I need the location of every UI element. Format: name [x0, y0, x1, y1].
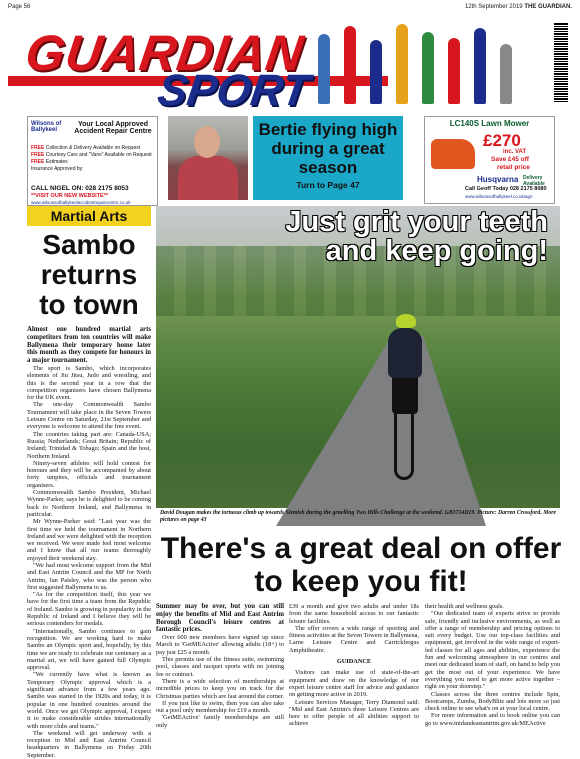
cyclist-photo: [156, 206, 560, 508]
promo-title: Bertie flying high during a great season: [258, 120, 398, 177]
advert-phone: Call Geoff Today 028 2175 8080: [465, 186, 547, 192]
masthead-subtitle: SPORT: [154, 66, 313, 115]
advert-website-link[interactable]: www.wilsonsofballykeel.co.uk/agri: [465, 194, 533, 199]
story-paragraph: The weekend will get underway with a reception in Mid and East Antrim Council headquarters in Ballymena on Friday 20th September.: [27, 729, 151, 759]
advert-website-banner: **VISIT OUR NEW WEBSITE**: [31, 193, 109, 199]
advert-vat: inc. VAT: [503, 149, 527, 155]
story-paragraph: "We currently have what is known as Temporary Olympic approval which is a significant advance from a few years ago. Sambo was started in the 1920s and today, it is popular in one hundred countries around the world. Once we get Olympic approval, I expect it to make considerable strides internationally with more clubs and teams.": [27, 671, 151, 730]
advert-delivery: Delivery Available: [523, 175, 545, 187]
masthead-title: GUARDIAN: [22, 25, 308, 81]
story-paragraph: The sport is Sambo, which incorporates elements of Jiu Jitsu, Judo and wrestling, and this is the second year in a row that the competition organisers have chosen Ballymena for the UK event.: [27, 364, 151, 402]
advert-headline: LC140S Lawn Mower: [449, 119, 530, 128]
story2-paragraph: £39 a month and give two adults and under 18s from the same household access to our fantastic leisure facilities.: [289, 603, 419, 625]
story-paragraph: Commonwealth Sambo President, Michael Wynne-Parker, says he is delighted to be coming back to Northern Ireland, and Ballymena in particular.: [27, 489, 151, 518]
promo-box[interactable]: [253, 116, 403, 200]
story2-paragraph: If you just like to swim, then you can also take out a pool only membership for £19 a month.: [156, 699, 284, 715]
story2-paragraph: There is a wide selection of memberships at incredible prices to keep you on track for the Christmas parties which are fast around the corner.: [156, 677, 284, 700]
advert-phone: CALL NIGEL ON: 028 2175 8053: [31, 185, 129, 192]
story-paragraph: The countries taking part are: Canada-USA; Russia; Netherlands; Great Britain; Republic of Ireland; Trinidad & Tobago; Spain and the host, Northern Ireland.: [27, 430, 151, 460]
story2-paragraph: Leisure Services Manager, Terry Diamond said: "Mid and East Antrim's three Leisure Centres are here to offer people of all abilities support to achieve: [289, 698, 419, 728]
advert-headline: Your Local Approved Accident Repair Centre: [74, 121, 152, 135]
story2-paragraph: 'GetMEActive' family memberships are still only: [156, 714, 284, 729]
page-number: Page 56: [8, 4, 31, 10]
story2-paragraph: their health and wellness goals.: [425, 603, 504, 610]
story2-subheading: GUIDANCE: [336, 658, 372, 666]
bertie-photo: [168, 116, 248, 200]
advert-price: £270: [483, 131, 521, 150]
story-paragraph: Mr Wynne-Parker said: "Last year was the first time we held the tournament in Northern Ireland and we were delighted with the reception we received. We were made feel most welcome and I know that all our teams thoroughly enjoyed their weekend stay.: [27, 518, 151, 562]
lawn-mower-image: [431, 139, 475, 169]
cyclist-legs: [392, 374, 418, 414]
story2-column-2: [289, 603, 419, 728]
cyclist-torso: [388, 328, 422, 378]
story2-paragraph: Visitors can make use of state-of-the-art equipment and draw on the knowledge of our expert leisure centre staff for advice and guidance on getting more active in 2019.: [289, 669, 419, 699]
barcode: [554, 22, 568, 102]
story-lead: Almost one hundred martial arts competitors from ten countries will make Ballymena their temporary home later this month as they compete for honours in a major tournament.: [27, 326, 151, 365]
story2-paragraph: The offer covers a wide range of sporting and fitness activities at the Seven Towers in Ballymena, Larne Leisure Centre and Carrickfergus Amphitheatre.: [289, 624, 419, 654]
advert-offer-line: Insurance Approved by:: [31, 166, 84, 172]
advert-offer-line: FREE Estimates: [31, 159, 68, 165]
story-paragraph: "As for the competition itself, this year we have for the first time a team from the Republic of Ireland. Sambo is growing in popularity in the Republic of Ireland and I believe they will be serious contenders for medals.: [27, 591, 151, 628]
story2-paragraph: Classes across the three centres include Spin, Bootcamps, Zumba, BodyBlitz and lots more so just check online to see what's on at your local centre.: [425, 690, 560, 713]
advert-retail: retail price: [497, 164, 530, 171]
advert-logo: Wilsons of Ballykeel: [31, 121, 62, 133]
advert-accident-repair[interactable]: [27, 116, 158, 206]
story-paragraph: Ninety-seven athletes will hold contest for honours and they will be accompanied by about forty umpires, officials and tournament organisers.: [27, 459, 151, 489]
advert-lawn-mower[interactable]: [424, 116, 555, 204]
story2-headline: There's a great deal on offer to keep you fit!: [160, 532, 562, 598]
advert-offers: [31, 145, 155, 173]
advert-saving: Save £45 off: [491, 156, 529, 163]
story-headline: Sambo returns to town: [39, 229, 139, 320]
photo-figure-body: [178, 156, 238, 200]
advert-brand: Husqvarna: [477, 175, 519, 184]
cyclist-helmet: [396, 314, 416, 328]
story2-lead: Summer may be over, but you can still enjoy the benefits of Mid and East Antrim Borough Council's leisure centres at fantastic prices.: [156, 603, 284, 634]
photo-caption: David Dougan makes the tortuous climb up towards Slemish during the gruelling Two Hills Challenge at the weekend. GB3714D19. Picture: Darren Crossford. More pictures on page 43: [160, 510, 557, 523]
advert-website-link[interactable]: www.wilsonsofballykeelaccidentrepaircentre.co.uk: [31, 200, 131, 205]
story-paragraph: The one-day Commonwealth Sambo Tournament will take place in the Seven Towers Leisure Centre on Saturday, 21st September and everyone is welcome to attend the free event.: [27, 401, 151, 431]
story2-paragraph: This permits use of the fitness suite, swimming pool, classes and racquet sports with no joining fee or contract.: [156, 656, 284, 678]
story2-paragraph: Over 600 new members have signed up since March to 'GetMEActive' allowing adults (18+) to pay just £25 a month.: [156, 634, 284, 656]
promo-turn: Turn to Page 47: [296, 180, 360, 190]
issue-date: 12th September 2019 THE GUARDIAN.: [464, 4, 572, 10]
section-kicker: Martial Arts: [27, 206, 151, 226]
advert-offer-line: FREE Courtesy Cars and "Vans" Available on Request: [31, 152, 152, 158]
page-header: [8, 4, 572, 14]
athletes-montage: [308, 20, 548, 108]
advert-offer-line: FREE Collection & Delivery Available on Request: [31, 145, 141, 151]
photo-figure-head: [194, 126, 220, 158]
photo-cyclist: [374, 314, 434, 484]
story2-paragraph: "Our dedicated team of experts strive to provide safe, friendly and inclusive environments, as well as offer a range of membership and pricing options to suit every budget. Use our top-class facilities and equipment, get involved in the wide range of expert-led classes for all ages and abilities, experience the fun and welcoming atmosphere in our centres and meet our dedicated team of staff, on hand to help you get the most out of your experience. We have everything you need to get more active together – right on your doorstep.": [425, 610, 560, 691]
story2-column-3: [425, 603, 560, 727]
story-paragraph: "We had most welcome support from the Mid and East Antrim Council and the MP for North Antrim, Ian Paisley, who was the person who first suggested Ballymena to us.: [27, 562, 151, 591]
story-paragraph: "Internationally, Sambo continues to gain recognition. We are working hard to make Sambo an Olympic sport and, hopefully, by this time we are ready to celebrate our centenary as a martial art, we will have gained full Olympic approval.: [27, 627, 151, 672]
story-body: [27, 326, 151, 759]
photo-headline: Just grit your teeth and keep going!: [285, 206, 548, 267]
story2-column-1: [156, 603, 284, 729]
masthead: [8, 16, 572, 115]
story2-paragraph: For more information and to book online you can go to www.midandeastantrim.gov.uk/MEActive: [425, 712, 560, 727]
